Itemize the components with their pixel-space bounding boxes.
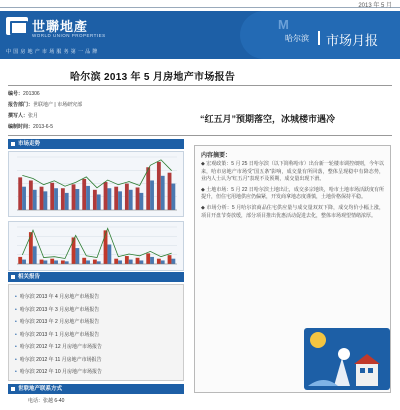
section-contact: 世联地产联系方式 [8, 384, 184, 394]
series-divider [318, 31, 320, 45]
bar-series-1 [146, 253, 150, 264]
trend-chart-1 [9, 152, 183, 216]
bar-series-2 [43, 260, 47, 264]
related-report-link[interactable]: • 哈尔滨 2013 年 4 月房地产市场报告 [15, 291, 177, 304]
mascot-illustration [304, 328, 390, 390]
related-report-link[interactable]: • 哈尔滨 2013 年 1 月房地产市场报告 [15, 329, 177, 342]
related-reports-box [8, 284, 184, 381]
company-name: 世聯地產 [32, 19, 89, 34]
company-name-en: WORLD UNION PROPERTIES [32, 33, 106, 38]
bar-series-1 [125, 256, 129, 264]
bar-series-1 [168, 173, 172, 210]
section-market-trend: 市场走势 [8, 139, 184, 149]
bar-series-1 [93, 190, 97, 210]
summary-paragraph-market: ◆ 市场分析：5 月哈尔滨商品住宅供应量与成交量双双下降，成交均价小幅上涨，项目开盘节奏放缓，部分项目推出优惠活动促进去化，整体市场观望情绪浓厚。 [201, 204, 384, 219]
bar-series-2 [161, 260, 165, 264]
bar-series-1 [104, 230, 108, 264]
top-strip [0, 0, 400, 10]
bar-series-2 [161, 176, 165, 210]
summary-title: 内容摘要： [201, 153, 232, 159]
bar-series-1 [157, 259, 161, 264]
meta-divider-top [8, 85, 392, 86]
bar-series-1 [72, 237, 76, 264]
bar-series-2 [97, 194, 101, 210]
report-title: 哈尔滨 2013 年 5 月房地产市场报告 [70, 72, 236, 83]
bar-series-2 [171, 259, 175, 264]
bar-series-2 [171, 184, 175, 210]
bar-series-2 [54, 188, 58, 210]
bar-series-1 [18, 177, 22, 210]
bar-series-1 [50, 183, 54, 210]
bar-series-1 [50, 259, 54, 264]
bar-series-1 [29, 180, 33, 210]
bar-series-1 [168, 255, 172, 264]
related-reports-list [9, 285, 183, 379]
meta-divider-bottom [8, 135, 392, 136]
trend-chart-2 [9, 222, 183, 270]
bar-series-1 [146, 167, 150, 210]
bar-series-1 [82, 179, 86, 210]
bar-series-2 [33, 246, 37, 264]
bar-series-2 [107, 245, 111, 264]
bar-series-2 [150, 257, 154, 264]
bar-series-1 [93, 260, 97, 264]
bar-series-1 [114, 187, 118, 210]
bar-series-2 [150, 180, 154, 210]
bar-series-2 [97, 261, 101, 264]
bar-series-1 [125, 184, 129, 210]
series-watermark: M [278, 17, 289, 32]
company-slogan: 中国房地产市场服务第一品牌 [6, 49, 100, 55]
bar-series-2 [33, 190, 37, 210]
bar-series-2 [22, 187, 26, 210]
bar-series-2 [65, 193, 69, 210]
bar-series-2 [22, 260, 26, 264]
bar-series-2 [118, 260, 122, 264]
chart-panel-1 [8, 151, 184, 217]
bar-series-2 [86, 186, 90, 210]
bar-series-1 [29, 232, 33, 264]
bar-series-1 [72, 184, 76, 210]
bar-series-2 [129, 260, 133, 264]
chart-panel-2 [8, 221, 184, 271]
summary-paragraph-land: ◆ 土地市场：5 月 22 日哈尔滨土地出让，成交多宗地块，哈市土地市场活跃度有所提升，但住宅用地供应仍偏紧，开发商拿地态度谨慎，土地价格保持平稳。 [201, 186, 384, 201]
bar-series-2 [43, 191, 47, 210]
bar-series-1 [136, 187, 140, 210]
report-meta [8, 89, 128, 133]
meta-author: 撰写人：张月 [8, 113, 39, 119]
related-report-link[interactable]: • 哈尔滨 2012 年 12 月房地产市场报告 [15, 341, 177, 354]
series-title: 市场月报 [326, 33, 379, 48]
bar-series-1 [40, 187, 44, 210]
bar-series-2 [54, 260, 58, 264]
meta-dept: 报告部门：世联地产 | 市场研究部 [8, 102, 83, 108]
bar-series-1 [61, 188, 65, 210]
bar-series-1 [18, 257, 22, 264]
bar-series-2 [107, 188, 111, 210]
section-related-reports: 相关报告 [8, 272, 184, 282]
bar-series-1 [82, 258, 86, 264]
meta-number: 编号：201306 [8, 91, 40, 97]
header-banner [0, 11, 400, 59]
top-rule [0, 7, 400, 8]
bar-series-1 [40, 260, 44, 264]
bar-series-1 [104, 182, 108, 210]
bar-series-2 [65, 261, 69, 264]
bar-series-2 [118, 191, 122, 210]
related-report-link[interactable]: • 哈尔滨 2012 年 10 月房地产市场报告 [15, 366, 177, 379]
related-report-link[interactable]: • 哈尔滨 2013 年 3 月房地产市场报告 [15, 304, 177, 317]
related-report-link[interactable]: • 哈尔滨 2012 年 11 月房地产市场报告 [15, 354, 177, 367]
bar-series-1 [114, 259, 118, 264]
bar-series-2 [139, 260, 143, 264]
bar-series-2 [129, 190, 133, 210]
bar-series-1 [157, 162, 161, 210]
summary-paragraph-policy: ◆ 宏观政策：5 月 25 日哈尔滨（以下简称哈市）出台新一轮楼市调控细则，今年以来，哈市房地产市场受“国五条”影响，成交量有所回落，整体呈现稳中有降态势，业内人士认为“红五月”表现不及预期，成交量出现下滑。 [201, 161, 384, 183]
company-logo-icon [6, 17, 28, 35]
meta-date: 编制时间：2013-6-5 [8, 124, 54, 130]
bar-series-1 [136, 258, 140, 264]
contact-line: 电话：张越 6-40 [28, 398, 65, 404]
related-report-link[interactable]: • 哈尔滨 2013 年 2 月房地产市场报告 [15, 316, 177, 329]
bar-series-2 [75, 189, 79, 210]
series-city: 哈尔滨 [285, 34, 309, 43]
bar-series-2 [86, 260, 90, 264]
report-headline: “红五月”预期落空，冰城楼市遇冷 [200, 114, 336, 124]
bar-series-2 [139, 193, 143, 210]
bar-series-2 [75, 248, 79, 264]
issue-date: 2013 年 5 月 [358, 3, 392, 9]
bar-series-1 [61, 260, 65, 264]
